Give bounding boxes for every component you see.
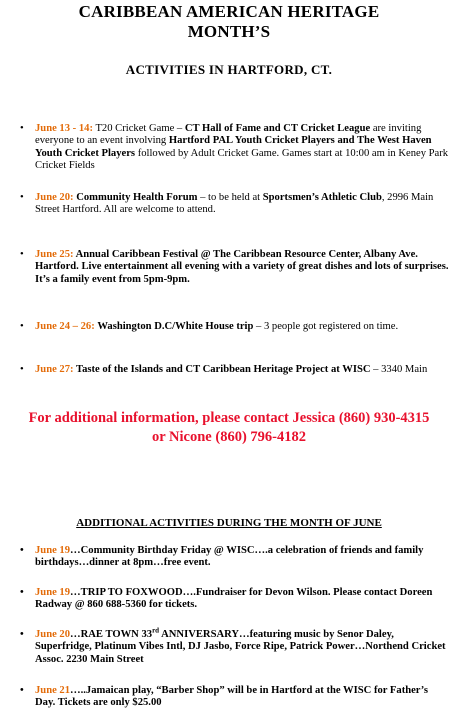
- additional-item: [35, 545, 450, 570]
- activity-date: June 13 - 14:: [35, 123, 93, 134]
- page-title-line1: CARIBBEAN AMERICAN HERITAGE: [78, 2, 380, 21]
- activity-event-name: Taste of the Islands and CT Caribbean Heritage Project at WISC: [73, 364, 371, 375]
- activity-date: June 27:: [35, 364, 74, 375]
- contact-line-2: or Nicone (860) 796-4182: [152, 429, 306, 445]
- activity-item: [35, 123, 450, 173]
- activity-date: June 25:: [35, 249, 74, 260]
- activity-text: T20 Cricket Game –: [92, 123, 185, 134]
- activity-date: June 24 – 26:: [35, 321, 95, 332]
- activity-venue: Sportsmen’s Athletic Club: [262, 192, 382, 203]
- additional-date: June 19: [35, 587, 71, 598]
- additional-item: [35, 626, 450, 666]
- activity-event-name: Washington D.C/White House trip: [97, 321, 254, 332]
- additional-text: …Community Birthday Friday @ WISC….a celebration of friends and family birthdays…dinner at 8pm…free event.: [35, 545, 424, 569]
- activity-participants: Hartford PAL Youth Cricket Players and The West Haven Youth Cricket Players: [35, 135, 432, 159]
- activity-text: – 3 people got registered on time.: [253, 321, 399, 332]
- activity-text: – 3340 Main: [370, 364, 428, 375]
- activity-item: [35, 321, 450, 333]
- activity-date: June 20:: [35, 192, 74, 203]
- activity-text: – to be held at: [197, 192, 263, 203]
- additional-date: June 21: [35, 685, 71, 696]
- additional-item: [35, 685, 450, 710]
- activity-event-name: Community Health Forum: [76, 192, 198, 203]
- additional-date: June 20: [35, 629, 71, 640]
- activity-text: followed by Adult Cricket Game. Games start at 10:00 am in Keney Park Cricket Fields: [35, 147, 449, 172]
- activity-item: [35, 249, 450, 286]
- additional-item: [35, 587, 450, 612]
- page-subtitle: ACTIVITIES IN HARTFORD, CT.: [125, 62, 333, 77]
- additional-activities-heading: ADDITIONAL ACTIVITIES DURING THE MONTH OF JUNE: [76, 517, 382, 529]
- activity-text: are inviting everyone to an event involving: [35, 123, 422, 147]
- additional-text: …..Jamaican play, “Barber Shop” will be in Hartford at the WISC for Father’s Day. Tickets are only $25.00: [35, 685, 428, 709]
- additional-text: …TRIP TO FOXWOOD….Fundraiser for Devon Wilson. Please contact Doreen Radway @ 860 688-5360 for tickets.: [35, 587, 433, 611]
- activity-item: [35, 364, 450, 376]
- additional-text: …RAE TOWN 33: [70, 629, 153, 640]
- activity-organizer: CT Hall of Fame and CT Cricket League: [184, 123, 371, 134]
- ordinal-suffix: rd: [152, 626, 160, 635]
- contact-info: [0, 409, 458, 447]
- activity-text: , 2996 Main Street Hartford. All are welcome to attend.: [35, 192, 434, 216]
- activity-text: Annual Caribbean Festival @ The Caribbean Resource Center, Albany Ave. Hartford. Live entertainment all evening with a variety of great dishes and lots of surprises. It’s a family event from 5pm-9pm.: [35, 249, 449, 285]
- additional-text: ANNIVERSARY…featuring music by Senor Daley, Superfridge, Platinum Vibes Intl, DJ Jasbo, Force Ripe, Patrick Power…Northend Cricket Assoc. 2230 Main Street: [35, 629, 446, 665]
- contact-line-1: For additional information, please contact Jessica (860) 930-4315: [28, 410, 430, 426]
- page-title-line2: MONTH’S: [187, 22, 271, 41]
- activity-item: [35, 192, 450, 217]
- additional-date: June 19: [35, 545, 71, 556]
